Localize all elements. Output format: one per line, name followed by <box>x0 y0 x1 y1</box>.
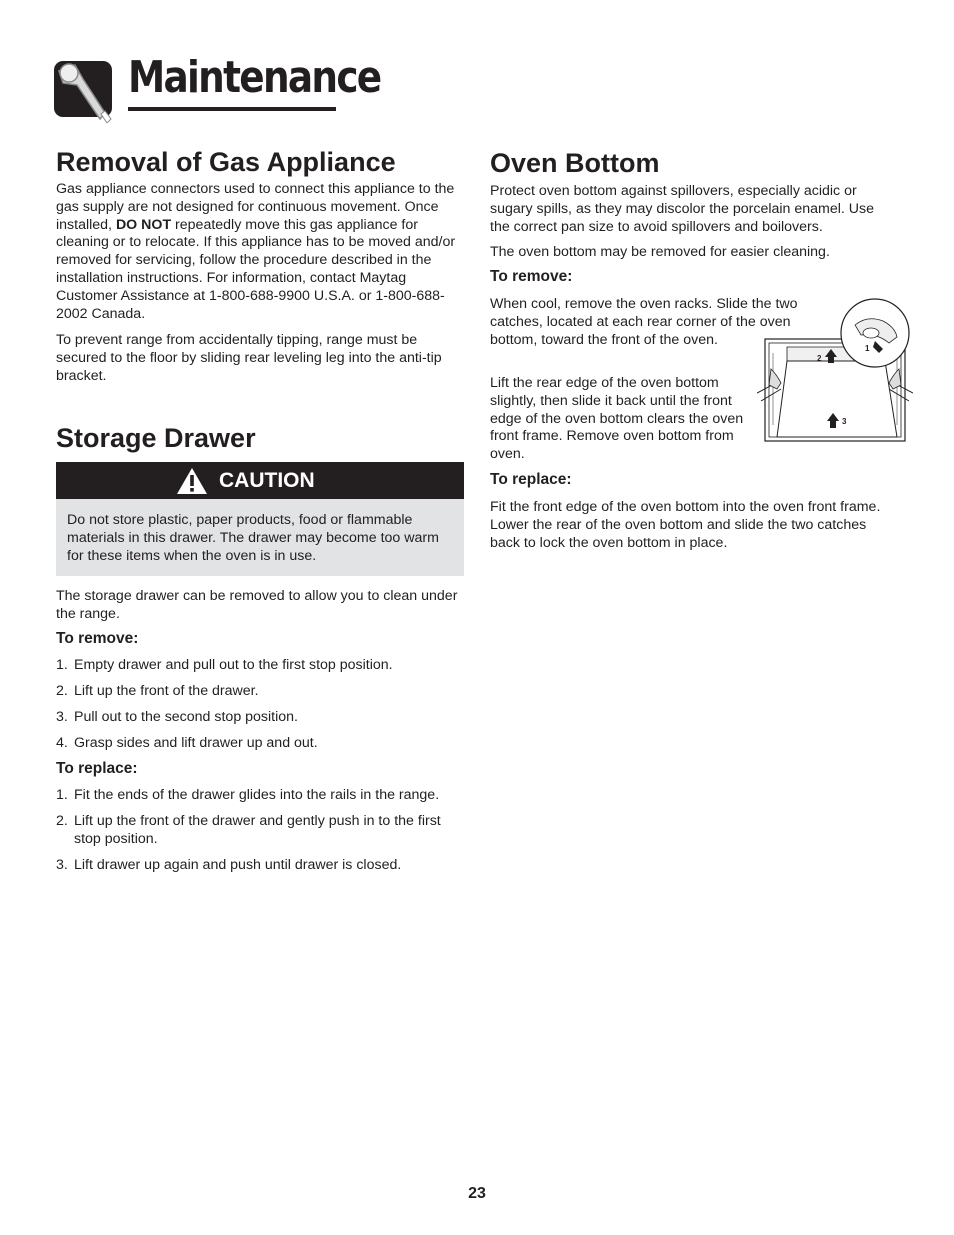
list-item: 1. Fit the ends of the drawer glides into the rails in the range. <box>56 787 440 803</box>
title-underline <box>128 107 336 111</box>
removal-heading: Removal of Gas Appliance <box>56 147 396 177</box>
oven-bottom-diagram <box>757 297 913 447</box>
oven-bottom-heading: Oven Bottom <box>490 148 660 178</box>
removal-text-a: Gas appliance connectors used to connect this appliance to the gas supply are not designed for continuous movement. Once installed, <box>56 181 455 233</box>
storage-replace-heading: To replace: <box>56 760 138 777</box>
oven-replace-heading: To replace: <box>490 471 572 488</box>
oven-remove-heading: To remove: <box>490 268 573 285</box>
page-title: Maintenance <box>128 52 381 103</box>
figure-label-3: 3 <box>842 417 847 426</box>
list-item: 4. Grasp sides and lift drawer up and out. <box>56 734 318 751</box>
caution-box <box>56 499 464 576</box>
oven-bottom-paragraph-2: The oven bottom may be removed for easier cleaning. <box>490 244 830 260</box>
removal-text-b: repeatedly move this gas appliance for cleaning or to relocate. If this appliance has to be moved and/or removed for servicing, follow the procedure described in the installation instructions. For information, contact Maytag Customer Assistance at 1-800-688-9900 U.S.A. or 1-800-688-2002 Canada. <box>56 216 456 322</box>
storage-remove-steps <box>56 657 460 753</box>
warning-triangle-icon <box>176 467 208 495</box>
oven-remove-paragraph-2: Lift the rear edge of the oven bottom slightly, then slide it back until the front edge of the oven bottom clears the oven front frame. Remove oven bottom from oven. <box>490 375 744 463</box>
storage-remove-heading: To remove: <box>56 630 139 647</box>
oven-replace-paragraph: Fit the front edge of the oven bottom into the oven front frame. Lower the rear of the oven bottom and slide the two catches back to lock the oven bottom in place. <box>490 499 881 551</box>
page-number: 23 <box>468 1185 486 1202</box>
do-not-emphasis: DO NOT <box>115 216 172 233</box>
oven-remove-paragraph-1: When cool, remove the oven racks. Slide the two catches, located at each rear corner of the oven bottom, toward the front of the oven. <box>490 296 798 348</box>
wrench-tool-icon <box>53 57 115 123</box>
caution-label: CAUTION <box>219 469 315 492</box>
removal-paragraph-2: To prevent range from accidentally tipping, range must be secured to the floor by sliding rear leveling leg into the anti-tip bracket. <box>56 332 442 384</box>
storage-intro: The storage drawer can be removed to allow you to clean under the range. <box>56 588 458 622</box>
list-item: 1. Empty drawer and pull out to the first stop position. <box>56 657 393 673</box>
figure-label-2: 2 <box>817 354 822 363</box>
caution-text: Do not store plastic, paper products, food or flammable materials in this drawer. The drawer may become too warm for these items when the oven is in use. <box>67 512 439 564</box>
list-item: 3. Pull out to the second stop position. <box>56 708 298 725</box>
oven-bottom-paragraph-1: Protect oven bottom against spillovers, especially acidic or sugary spills, as they may discolor the porcelain enamel. Use the correct pan size to avoid spillovers and boilovers. <box>490 183 875 235</box>
caution-banner <box>56 462 464 499</box>
list-item: 2. Lift up the front of the drawer. <box>56 682 259 699</box>
removal-paragraph-1 <box>56 181 458 323</box>
storage-heading: Storage Drawer <box>56 423 256 453</box>
figure-label-1: 1 <box>865 344 870 353</box>
list-item: 2. Lift up the front of the drawer and gently push in to the first stop position. <box>56 812 441 847</box>
storage-replace-steps <box>56 787 460 875</box>
list-item: 3. Lift drawer up again and push until drawer is closed. <box>56 856 402 873</box>
